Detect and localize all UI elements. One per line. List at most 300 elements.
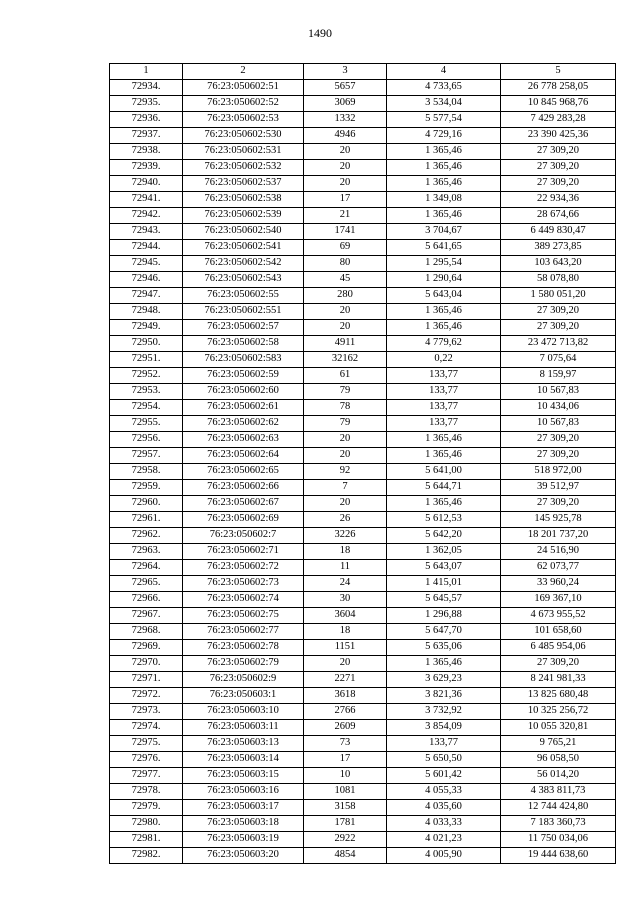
cadastral-number-cell: 76:23:050603:15 — [183, 768, 304, 784]
value-cell: 169 367,10 — [501, 592, 616, 608]
value-cell: 6 449 830,47 — [501, 224, 616, 240]
table-body — [110, 80, 616, 864]
area-cell: 61 — [304, 368, 387, 384]
table-row — [110, 304, 616, 320]
rate-cell: 133,77 — [387, 736, 501, 752]
cadastral-number-cell: 76:23:050602:64 — [183, 448, 304, 464]
row-number-cell: 72959. — [110, 480, 183, 496]
row-number-cell: 72971. — [110, 672, 183, 688]
value-cell: 8 159,97 — [501, 368, 616, 384]
row-number-cell: 72946. — [110, 272, 183, 288]
rate-cell: 4 035,60 — [387, 800, 501, 816]
value-cell: 7 429 283,28 — [501, 112, 616, 128]
table-row — [110, 656, 616, 672]
value-cell: 10 055 320,81 — [501, 720, 616, 736]
area-cell: 5657 — [304, 80, 387, 96]
table-row — [110, 576, 616, 592]
cadastral-number-cell: 76:23:050602:78 — [183, 640, 304, 656]
row-number-cell: 72944. — [110, 240, 183, 256]
row-number-cell: 72957. — [110, 448, 183, 464]
cadastral-number-cell: 76:23:050603:16 — [183, 784, 304, 800]
table-row — [110, 688, 616, 704]
value-cell: 12 744 424,80 — [501, 800, 616, 816]
rate-cell: 5 647,70 — [387, 624, 501, 640]
value-cell: 62 073,77 — [501, 560, 616, 576]
column-header-3: 3 — [304, 64, 387, 80]
rate-cell: 1 365,46 — [387, 656, 501, 672]
area-cell: 3158 — [304, 800, 387, 816]
area-cell: 3226 — [304, 528, 387, 544]
value-cell: 13 825 680,48 — [501, 688, 616, 704]
table-row — [110, 384, 616, 400]
table-row — [110, 352, 616, 368]
table-row — [110, 832, 616, 848]
table-row — [110, 192, 616, 208]
row-number-cell: 72939. — [110, 160, 183, 176]
value-cell: 27 309,20 — [501, 304, 616, 320]
value-cell: 10 567,83 — [501, 384, 616, 400]
area-cell: 20 — [304, 496, 387, 512]
table-row — [110, 288, 616, 304]
value-cell: 7 075,64 — [501, 352, 616, 368]
table-row — [110, 272, 616, 288]
rate-cell: 1 365,46 — [387, 144, 501, 160]
table-row — [110, 256, 616, 272]
area-cell: 2922 — [304, 832, 387, 848]
area-cell: 20 — [304, 432, 387, 448]
cadastral-number-cell: 76:23:050602:532 — [183, 160, 304, 176]
table-row — [110, 112, 616, 128]
value-cell: 18 201 737,20 — [501, 528, 616, 544]
value-cell: 24 516,90 — [501, 544, 616, 560]
area-cell: 78 — [304, 400, 387, 416]
row-number-cell: 72963. — [110, 544, 183, 560]
column-header-2: 2 — [183, 64, 304, 80]
cadastral-number-cell: 76:23:050602:71 — [183, 544, 304, 560]
area-cell: 3604 — [304, 608, 387, 624]
area-cell: 7 — [304, 480, 387, 496]
rate-cell: 1 365,46 — [387, 208, 501, 224]
cadastral-number-cell: 76:23:050602:66 — [183, 480, 304, 496]
area-cell: 2271 — [304, 672, 387, 688]
value-cell: 27 309,20 — [501, 176, 616, 192]
area-cell: 80 — [304, 256, 387, 272]
table-row — [110, 800, 616, 816]
cadastral-number-cell: 76:23:050602:7 — [183, 528, 304, 544]
cadastral-number-cell: 76:23:050603:1 — [183, 688, 304, 704]
cadastral-number-cell: 76:23:050602:72 — [183, 560, 304, 576]
value-cell: 101 658,60 — [501, 624, 616, 640]
value-cell: 7 183 360,73 — [501, 816, 616, 832]
area-cell: 26 — [304, 512, 387, 528]
area-cell: 2766 — [304, 704, 387, 720]
area-cell: 1781 — [304, 816, 387, 832]
value-cell: 27 309,20 — [501, 320, 616, 336]
value-cell: 33 960,24 — [501, 576, 616, 592]
value-cell: 22 934,36 — [501, 192, 616, 208]
cadastral-number-cell: 76:23:050603:10 — [183, 704, 304, 720]
value-cell: 27 309,20 — [501, 160, 616, 176]
value-cell: 10 845 968,76 — [501, 96, 616, 112]
table-row — [110, 224, 616, 240]
row-number-cell: 72977. — [110, 768, 183, 784]
rate-cell: 3 629,23 — [387, 672, 501, 688]
row-number-cell: 72981. — [110, 832, 183, 848]
table-row — [110, 368, 616, 384]
area-cell: 280 — [304, 288, 387, 304]
table-row — [110, 240, 616, 256]
row-number-cell: 72953. — [110, 384, 183, 400]
table-row — [110, 784, 616, 800]
cadastral-number-cell: 76:23:050602:531 — [183, 144, 304, 160]
cadastral-number-cell: 76:23:050602:77 — [183, 624, 304, 640]
rate-cell: 5 643,07 — [387, 560, 501, 576]
area-cell: 1151 — [304, 640, 387, 656]
column-header-4: 4 — [387, 64, 501, 80]
cadastral-number-cell: 76:23:050603:14 — [183, 752, 304, 768]
area-cell: 2609 — [304, 720, 387, 736]
cadastral-number-cell: 76:23:050602:67 — [183, 496, 304, 512]
page-number: 1490 — [308, 26, 332, 40]
table-header-row — [110, 64, 616, 80]
column-header-5: 5 — [501, 64, 616, 80]
value-cell: 10 434,06 — [501, 400, 616, 416]
table-row — [110, 416, 616, 432]
value-cell: 27 309,20 — [501, 656, 616, 672]
row-number-cell: 72949. — [110, 320, 183, 336]
value-cell: 27 309,20 — [501, 448, 616, 464]
table-row — [110, 432, 616, 448]
row-number-cell: 72961. — [110, 512, 183, 528]
rate-cell: 1 365,46 — [387, 496, 501, 512]
table-row — [110, 96, 616, 112]
row-number-cell: 72941. — [110, 192, 183, 208]
area-cell: 24 — [304, 576, 387, 592]
area-cell: 79 — [304, 384, 387, 400]
rate-cell: 5 641,00 — [387, 464, 501, 480]
table-row — [110, 704, 616, 720]
table-row — [110, 512, 616, 528]
rate-cell: 3 732,92 — [387, 704, 501, 720]
cadastral-number-cell: 76:23:050602:542 — [183, 256, 304, 272]
row-number-cell: 72937. — [110, 128, 183, 144]
row-number-cell: 72969. — [110, 640, 183, 656]
row-number-cell: 72935. — [110, 96, 183, 112]
row-number-cell: 72974. — [110, 720, 183, 736]
area-cell: 45 — [304, 272, 387, 288]
row-number-cell: 72954. — [110, 400, 183, 416]
cadastral-number-cell: 76:23:050602:539 — [183, 208, 304, 224]
row-number-cell: 72975. — [110, 736, 183, 752]
row-number-cell: 72982. — [110, 848, 183, 864]
row-number-cell: 72950. — [110, 336, 183, 352]
row-number-cell: 72938. — [110, 144, 183, 160]
area-cell: 79 — [304, 416, 387, 432]
value-cell: 39 512,97 — [501, 480, 616, 496]
cadastral-number-cell: 76:23:050602:59 — [183, 368, 304, 384]
rate-cell: 3 534,04 — [387, 96, 501, 112]
cadastral-number-cell: 76:23:050602:73 — [183, 576, 304, 592]
area-cell: 17 — [304, 192, 387, 208]
row-number-cell: 72980. — [110, 816, 183, 832]
value-cell: 27 309,20 — [501, 496, 616, 512]
area-cell: 20 — [304, 160, 387, 176]
rate-cell: 1 365,46 — [387, 432, 501, 448]
area-cell: 92 — [304, 464, 387, 480]
row-number-cell: 72978. — [110, 784, 183, 800]
area-cell: 11 — [304, 560, 387, 576]
table-row — [110, 624, 616, 640]
table-row — [110, 176, 616, 192]
area-cell: 17 — [304, 752, 387, 768]
rate-cell: 4 021,23 — [387, 832, 501, 848]
value-cell: 96 058,50 — [501, 752, 616, 768]
table-row — [110, 480, 616, 496]
rate-cell: 1 349,08 — [387, 192, 501, 208]
cadastral-number-cell: 76:23:050602:51 — [183, 80, 304, 96]
rate-cell: 1 365,46 — [387, 176, 501, 192]
rate-cell: 5 643,04 — [387, 288, 501, 304]
row-number-cell: 72943. — [110, 224, 183, 240]
rate-cell: 1 365,46 — [387, 304, 501, 320]
cadastral-number-cell: 76:23:050602:79 — [183, 656, 304, 672]
table-row — [110, 768, 616, 784]
area-cell: 3069 — [304, 96, 387, 112]
row-number-cell: 72951. — [110, 352, 183, 368]
cadastral-number-cell: 76:23:050602:53 — [183, 112, 304, 128]
data-table — [109, 63, 616, 864]
area-cell: 4854 — [304, 848, 387, 864]
table-row — [110, 448, 616, 464]
rate-cell: 3 821,36 — [387, 688, 501, 704]
row-number-cell: 72972. — [110, 688, 183, 704]
cadastral-number-cell: 76:23:050602:538 — [183, 192, 304, 208]
cadastral-number-cell: 76:23:050603:17 — [183, 800, 304, 816]
cadastral-number-cell: 76:23:050602:530 — [183, 128, 304, 144]
table-row — [110, 160, 616, 176]
row-number-cell: 72942. — [110, 208, 183, 224]
area-cell: 21 — [304, 208, 387, 224]
cadastral-number-cell: 76:23:050602:551 — [183, 304, 304, 320]
table-row — [110, 560, 616, 576]
rate-cell: 133,77 — [387, 416, 501, 432]
row-number-cell: 72948. — [110, 304, 183, 320]
area-cell: 20 — [304, 304, 387, 320]
area-cell: 20 — [304, 656, 387, 672]
value-cell: 26 778 258,05 — [501, 80, 616, 96]
value-cell: 145 925,78 — [501, 512, 616, 528]
table-row — [110, 528, 616, 544]
rate-cell: 133,77 — [387, 400, 501, 416]
rate-cell: 1 365,46 — [387, 160, 501, 176]
rate-cell: 5 641,65 — [387, 240, 501, 256]
table-row — [110, 464, 616, 480]
row-number-cell: 72967. — [110, 608, 183, 624]
area-cell: 1332 — [304, 112, 387, 128]
area-cell: 73 — [304, 736, 387, 752]
rate-cell: 4 733,65 — [387, 80, 501, 96]
row-number-cell: 72947. — [110, 288, 183, 304]
row-number-cell: 72952. — [110, 368, 183, 384]
cadastral-number-cell: 76:23:050602:583 — [183, 352, 304, 368]
rate-cell: 5 650,50 — [387, 752, 501, 768]
cadastral-number-cell: 76:23:050603:19 — [183, 832, 304, 848]
rate-cell: 133,77 — [387, 368, 501, 384]
table-row — [110, 320, 616, 336]
value-cell: 9 765,21 — [501, 736, 616, 752]
value-cell: 389 273,85 — [501, 240, 616, 256]
table-row — [110, 496, 616, 512]
rate-cell: 5 635,06 — [387, 640, 501, 656]
cadastral-number-cell: 76:23:050602:537 — [183, 176, 304, 192]
cadastral-number-cell: 76:23:050602:543 — [183, 272, 304, 288]
area-cell: 4946 — [304, 128, 387, 144]
table-row — [110, 640, 616, 656]
row-number-cell: 72964. — [110, 560, 183, 576]
table-row — [110, 608, 616, 624]
row-number-cell: 72936. — [110, 112, 183, 128]
value-cell: 518 972,00 — [501, 464, 616, 480]
table-row — [110, 128, 616, 144]
table-row — [110, 752, 616, 768]
rate-cell: 5 642,20 — [387, 528, 501, 544]
row-number-cell: 72956. — [110, 432, 183, 448]
table-row — [110, 544, 616, 560]
rate-cell: 4 729,16 — [387, 128, 501, 144]
table-row — [110, 736, 616, 752]
value-cell: 27 309,20 — [501, 432, 616, 448]
row-number-cell: 72960. — [110, 496, 183, 512]
rate-cell: 1 362,05 — [387, 544, 501, 560]
cadastral-number-cell: 76:23:050603:13 — [183, 736, 304, 752]
rate-cell: 1 296,88 — [387, 608, 501, 624]
rate-cell: 1 365,46 — [387, 320, 501, 336]
value-cell: 8 241 981,33 — [501, 672, 616, 688]
rate-cell: 1 290,64 — [387, 272, 501, 288]
value-cell: 10 567,83 — [501, 416, 616, 432]
row-number-cell: 72955. — [110, 416, 183, 432]
cadastral-number-cell: 76:23:050603:18 — [183, 816, 304, 832]
table-row — [110, 208, 616, 224]
row-number-cell: 72940. — [110, 176, 183, 192]
area-cell: 20 — [304, 320, 387, 336]
table-row — [110, 672, 616, 688]
area-cell: 3618 — [304, 688, 387, 704]
cadastral-number-cell: 76:23:050602:62 — [183, 416, 304, 432]
rate-cell: 5 645,57 — [387, 592, 501, 608]
row-number-cell: 72976. — [110, 752, 183, 768]
value-cell: 56 014,20 — [501, 768, 616, 784]
area-cell: 20 — [304, 448, 387, 464]
value-cell: 4 673 955,52 — [501, 608, 616, 624]
row-number-cell: 72966. — [110, 592, 183, 608]
value-cell: 23 390 425,36 — [501, 128, 616, 144]
rate-cell: 133,77 — [387, 384, 501, 400]
cadastral-number-cell: 76:23:050602:58 — [183, 336, 304, 352]
cadastral-number-cell: 76:23:050602:9 — [183, 672, 304, 688]
rate-cell: 3 704,67 — [387, 224, 501, 240]
cadastral-number-cell: 76:23:050602:541 — [183, 240, 304, 256]
row-number-cell: 72962. — [110, 528, 183, 544]
rate-cell: 4 055,33 — [387, 784, 501, 800]
rate-cell: 4 033,33 — [387, 816, 501, 832]
table-row — [110, 144, 616, 160]
value-cell: 11 750 034,06 — [501, 832, 616, 848]
area-cell: 20 — [304, 176, 387, 192]
column-header-1: 1 — [110, 64, 183, 80]
rate-cell: 5 644,71 — [387, 480, 501, 496]
row-number-cell: 72958. — [110, 464, 183, 480]
rate-cell: 3 854,09 — [387, 720, 501, 736]
value-cell: 28 674,66 — [501, 208, 616, 224]
area-cell: 4911 — [304, 336, 387, 352]
row-number-cell: 72945. — [110, 256, 183, 272]
table-row — [110, 400, 616, 416]
rate-cell: 5 577,54 — [387, 112, 501, 128]
cadastral-number-cell: 76:23:050603:11 — [183, 720, 304, 736]
area-cell: 30 — [304, 592, 387, 608]
cadastral-number-cell: 76:23:050602:65 — [183, 464, 304, 480]
cadastral-number-cell: 76:23:050602:540 — [183, 224, 304, 240]
area-cell: 1741 — [304, 224, 387, 240]
rate-cell: 1 295,54 — [387, 256, 501, 272]
row-number-cell: 72965. — [110, 576, 183, 592]
value-cell: 27 309,20 — [501, 144, 616, 160]
value-cell: 10 325 256,72 — [501, 704, 616, 720]
cadastral-number-cell: 76:23:050602:61 — [183, 400, 304, 416]
rate-cell: 4 779,62 — [387, 336, 501, 352]
table-row — [110, 848, 616, 864]
area-cell: 10 — [304, 768, 387, 784]
cadastral-number-cell: 76:23:050602:55 — [183, 288, 304, 304]
area-cell: 1081 — [304, 784, 387, 800]
value-cell: 4 383 811,73 — [501, 784, 616, 800]
cadastral-number-cell: 76:23:050602:74 — [183, 592, 304, 608]
value-cell: 58 078,80 — [501, 272, 616, 288]
area-cell: 18 — [304, 624, 387, 640]
table-row — [110, 720, 616, 736]
rate-cell: 4 005,90 — [387, 848, 501, 864]
value-cell: 1 580 051,20 — [501, 288, 616, 304]
table-row — [110, 80, 616, 96]
rate-cell: 0,22 — [387, 352, 501, 368]
cadastral-number-cell: 76:23:050603:20 — [183, 848, 304, 864]
rate-cell: 1 365,46 — [387, 448, 501, 464]
area-cell: 32162 — [304, 352, 387, 368]
value-cell: 103 643,20 — [501, 256, 616, 272]
value-cell: 23 472 713,82 — [501, 336, 616, 352]
cadastral-number-cell: 76:23:050602:63 — [183, 432, 304, 448]
table-row — [110, 336, 616, 352]
area-cell: 69 — [304, 240, 387, 256]
row-number-cell: 72973. — [110, 704, 183, 720]
rate-cell: 5 612,53 — [387, 512, 501, 528]
rate-cell: 5 601,42 — [387, 768, 501, 784]
row-number-cell: 72970. — [110, 656, 183, 672]
rate-cell: 1 415,01 — [387, 576, 501, 592]
value-cell: 6 485 954,06 — [501, 640, 616, 656]
area-cell: 20 — [304, 144, 387, 160]
area-cell: 18 — [304, 544, 387, 560]
cadastral-number-cell: 76:23:050602:52 — [183, 96, 304, 112]
row-number-cell: 72979. — [110, 800, 183, 816]
row-number-cell: 72968. — [110, 624, 183, 640]
table-row — [110, 816, 616, 832]
cadastral-number-cell: 76:23:050602:60 — [183, 384, 304, 400]
value-cell: 19 444 638,60 — [501, 848, 616, 864]
cadastral-number-cell: 76:23:050602:57 — [183, 320, 304, 336]
row-number-cell: 72934. — [110, 80, 183, 96]
